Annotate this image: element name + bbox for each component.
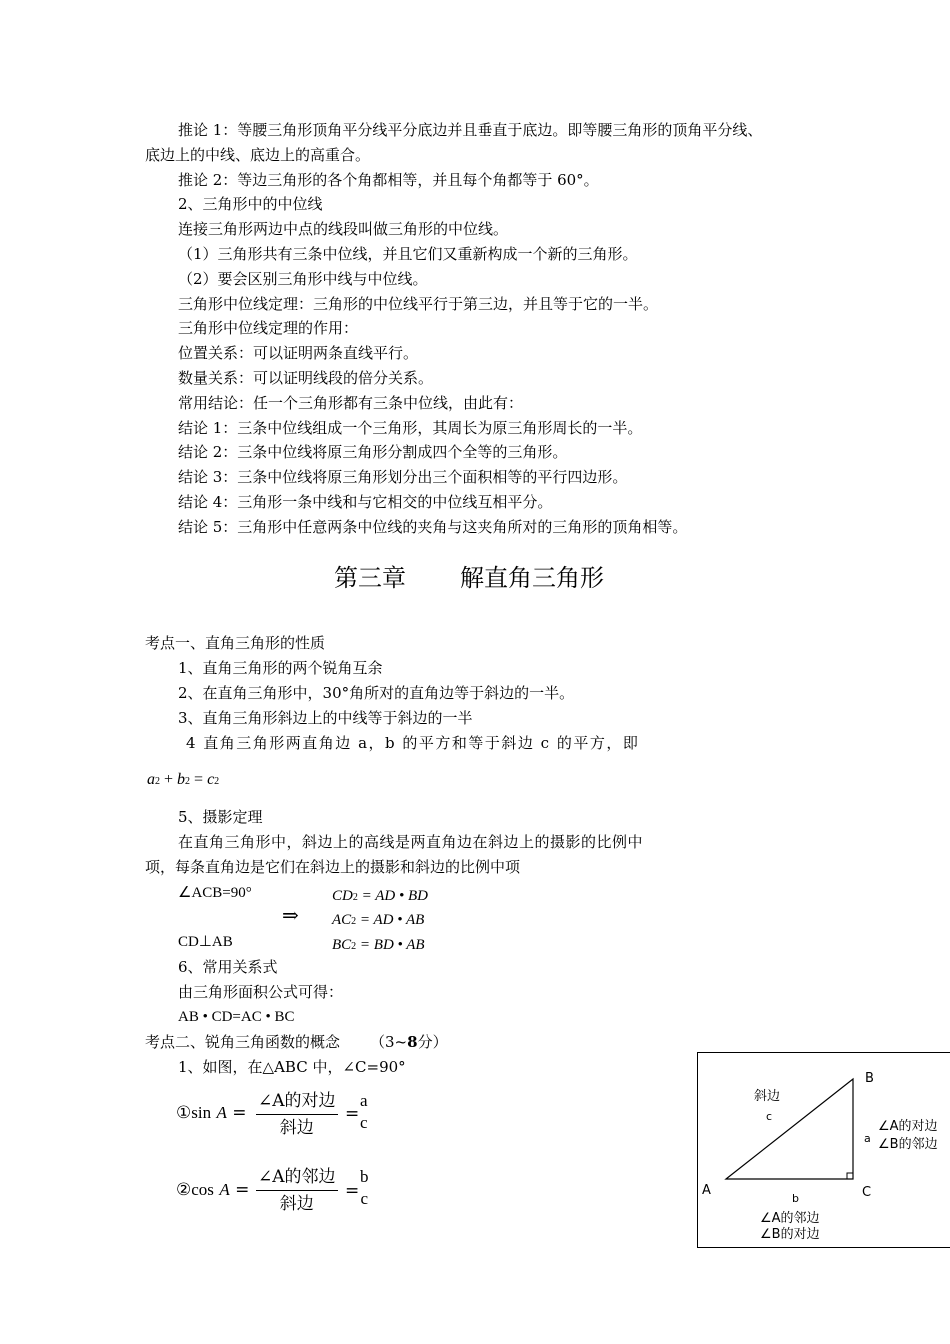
side-a-note-1: ∠A的对边 <box>878 1119 938 1134</box>
projection-eq-2: AC2 = AD • AB <box>332 912 425 928</box>
hypotenuse-letter: c <box>766 1110 773 1123</box>
point-1-item-6: 6、常用关系式 <box>178 958 278 976</box>
midline-note-2: （2）要会区别三角形中线与中位线。 <box>178 270 428 288</box>
point-1-item-3: 3、直角三角形斜边上的中线等于斜边的一半 <box>178 709 473 727</box>
hypotenuse-label: 斜边 <box>754 1089 781 1104</box>
right-angle-mark <box>847 1173 853 1179</box>
conclusion-2: 结论 2：三条中位线将原三角形分割成四个全等的三角形。 <box>178 443 568 461</box>
area-formula-desc: 由三角形面积公式可得： <box>178 983 344 1001</box>
cos-fraction-words: ∠A的邻边 斜边 <box>258 1167 336 1214</box>
midline-theorem: 三角形中位线定理：三角形的中位线平行于第三边，并且等于它的一半。 <box>178 295 659 313</box>
conclusion-4: 结论 4：三角形一条中线和与它相交的中位线互相平分。 <box>178 493 553 511</box>
sin-label: ①sin A = <box>176 1103 247 1123</box>
point-2-heading: 考点二、锐角三角函数的概念 （3~8分） <box>145 1033 448 1051</box>
chapter-name: 解直角三角形 <box>460 564 604 592</box>
condition-perpendicular: CD⊥AB <box>178 934 233 950</box>
cos-equals-2: = <box>345 1181 360 1201</box>
point-1-item-4: 4 直角三角形两直角边 a，b 的平方和等于斜边 c 的平方，即 <box>186 734 640 752</box>
point-1-item-1: 1、直角三角形的两个锐角互余 <box>178 659 383 677</box>
sin-equals-2: = <box>345 1104 360 1124</box>
sin-fraction-letters: a c <box>360 1091 368 1132</box>
projection-desc-b: 项，每条直角边是它们在斜边上的摄影和斜边的比例中项 <box>145 858 521 876</box>
right-triangle-figure <box>697 1052 950 1248</box>
chapter-number: 第三章 <box>334 564 406 592</box>
corollary-2: 推论 2：等边三角形的各个角都相等，并且每个角都等于 60°。 <box>178 171 599 189</box>
midline-heading: 2、三角形中的中位线 <box>178 195 323 213</box>
position-relation: 位置关系：可以证明两条直线平行。 <box>178 344 419 362</box>
pythagoras-formula: a2 + b2 = c2 <box>147 771 220 788</box>
side-b-note-2: ∠B的对边 <box>760 1227 820 1242</box>
point-1-heading: 考点一、直角三角形的性质 <box>145 634 326 652</box>
cos-fraction-letters: b c <box>360 1167 369 1208</box>
corollary-1-line-a: 推论 1：等腰三角形顶角平分线平分底边并且垂直于底边。即等腰三角形的顶角平分线、 <box>178 121 763 139</box>
projection-eq-3: BC2 = BD • AB <box>332 937 425 953</box>
point-2-item-1: 1、如图，在△ABC 中，∠C=90° <box>178 1058 406 1076</box>
chapter-title <box>334 564 604 592</box>
conclusion-3: 结论 3：三条中位线将原三角形划分出三个面积相等的平行四边形。 <box>178 468 628 486</box>
conclusion-1: 结论 1：三条中位线组成一个三角形，其周长为原三角形周长的一半。 <box>178 419 643 437</box>
midline-note-1: （1）三角形共有三条中位线，并且它们又重新构成一个新的三角形。 <box>178 245 638 263</box>
side-a-note-2: ∠B的邻边 <box>878 1137 938 1152</box>
side-b-note-1: ∠A的邻边 <box>760 1211 820 1226</box>
conclusion-5: 结论 5：三角形中任意两条中位线的夹角与这夹角所对的三角形的顶角相等。 <box>178 518 688 536</box>
score-range: （3~8分） <box>370 1033 448 1051</box>
projection-desc-a: 在直角三角形中，斜边上的高线是两直角边在斜边上的摄影的比例中 <box>178 833 644 851</box>
vertex-b-label: B <box>865 1071 874 1086</box>
point-1-item-5: 5、摄影定理 <box>178 808 263 826</box>
area-formula: AB • CD=AC • BC <box>178 1009 295 1025</box>
cos-label: ②cos A = <box>176 1180 250 1200</box>
condition-angle: ∠ACB=90° <box>178 885 252 901</box>
common-conclusion: 常用结论：任一个三角形都有三条中位线，由此有： <box>178 394 524 412</box>
vertex-c-label: C <box>862 1185 872 1200</box>
side-b-letter: b <box>792 1192 799 1205</box>
sin-fraction-words: ∠A的对边 斜边 <box>258 1091 336 1138</box>
midline-definition: 连接三角形两边中点的线段叫做三角形的中位线。 <box>178 220 509 238</box>
quantity-relation: 数量关系：可以证明线段的倍分关系。 <box>178 369 434 387</box>
point-1-item-2: 2、在直角三角形中，30°角所对的直角边等于斜边的一半。 <box>178 684 575 702</box>
implies-arrow: ⇒ <box>282 903 299 927</box>
vertex-a-label: A <box>702 1183 711 1198</box>
triangle-shape <box>726 1079 853 1179</box>
corollary-1-line-b: 底边上的中线、底边上的高重合。 <box>145 146 371 164</box>
side-a-letter: a <box>864 1132 871 1145</box>
projection-eq-1: CD2 = AD • BD <box>332 888 428 904</box>
theorem-use: 三角形中位线定理的作用： <box>178 319 359 337</box>
